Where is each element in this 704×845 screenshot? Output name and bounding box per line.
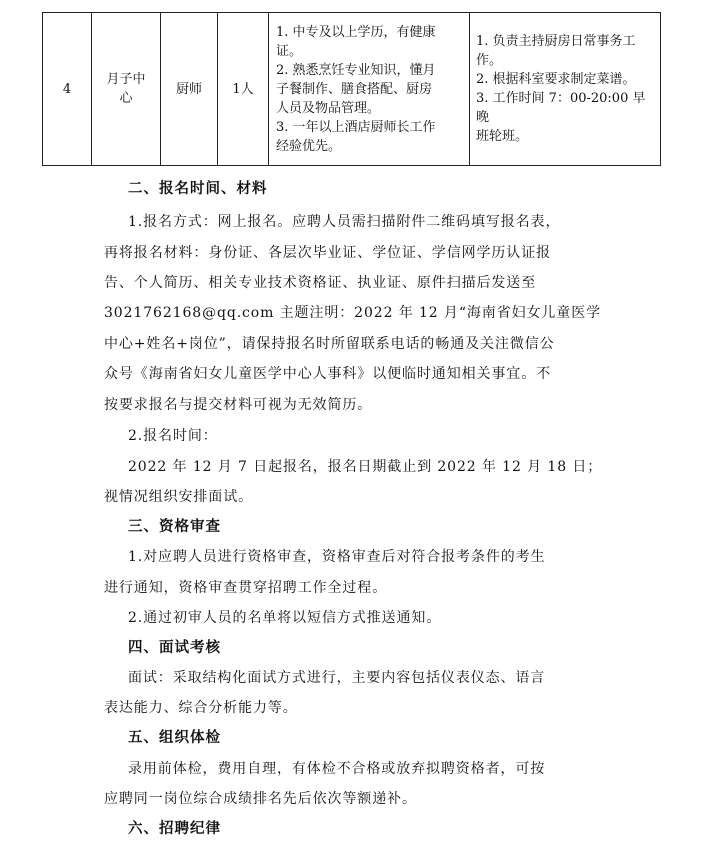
paragraph-line: 应聘同一岗位综合成绩排名先后依次等额递补。 bbox=[104, 791, 417, 807]
paragraph-line: 中心+姓名+岗位”，请保持报名时所留联系电话的畅通及关注微信公 bbox=[104, 336, 555, 352]
paragraph-line: 众号《海南省妇女儿童医学中心人事科》以便临时通知相关事宜。不 bbox=[104, 366, 551, 382]
section-heading-qualification: 三、资格审查 bbox=[128, 519, 221, 535]
paragraph-line: 2022 年 12 月 7 日起报名，报名日期截止到 2022 年 12 月 18 日； bbox=[128, 459, 603, 475]
requirement-line: 证。 bbox=[276, 43, 303, 59]
paragraph-line: 1.报名方式：网上报名。应聘人员需扫描附件二维码填写报名表， bbox=[128, 214, 561, 230]
section-heading-registration: 二、报名时间、材料 bbox=[128, 181, 268, 197]
department-line: 心 bbox=[119, 91, 133, 106]
requirement-line: 子餐制作、膳食搭配、厨房 bbox=[276, 81, 433, 97]
duties-cell bbox=[470, 13, 661, 166]
headcount-cell: 1人 bbox=[218, 13, 269, 166]
requirement-line: 人员及物品管理。 bbox=[276, 100, 381, 116]
row-index-cell: 4 bbox=[43, 13, 92, 166]
paragraph-line: 2.通过初审人员的名单将以短信方式推送通知。 bbox=[128, 610, 442, 626]
duty-line: 班轮班。 bbox=[476, 129, 529, 144]
department-line: 月子中 bbox=[106, 72, 146, 87]
duty-line: 2. 根据科室要求制定菜谱。 bbox=[476, 72, 636, 87]
position-cell: 厨师 bbox=[161, 13, 218, 166]
section-heading-discipline: 六、招聘纪律 bbox=[128, 821, 221, 837]
duty-line: 1. 负责主持厨房日常事务工 bbox=[476, 34, 636, 49]
paragraph-line: 1.对应聘人员进行资格审查，资格审查后对符合报考条件的考生 bbox=[128, 549, 546, 565]
paragraph-line: 面试：采取结构化面试方式进行，主要内容包括仪表仪态、语言 bbox=[128, 670, 546, 686]
table-row bbox=[43, 13, 661, 166]
requirement-line: 1. 中专及以上学历，有健康 bbox=[276, 24, 436, 40]
section-heading-interview: 四、面试考核 bbox=[128, 640, 221, 656]
jobs-table bbox=[42, 12, 661, 166]
paragraph-line: 再将报名材料：身份证、各层次毕业证、学位证、学信网学历认证报 bbox=[104, 245, 551, 261]
requirement-line: 3. 一年以上酒店厨师长工作 bbox=[276, 119, 436, 135]
requirement-line: 经验优先。 bbox=[276, 138, 342, 154]
duty-line: 3. 工作时间 7：00-20:00 早晚 bbox=[476, 91, 646, 125]
paragraph-line: 视情况组织安排面试。 bbox=[104, 489, 253, 505]
paragraph-line: 2.报名时间： bbox=[128, 428, 218, 444]
duty-line: 作。 bbox=[476, 53, 503, 68]
paragraph-line: 进行通知，资格审查贯穿招聘工作全过程。 bbox=[104, 580, 388, 596]
paragraph-line: 录用前体检，费用自理，有体检不合格或放弃拟聘资格者，可按 bbox=[128, 761, 546, 777]
paragraph-line: 告、个人简历、相关专业技术资格证、执业证、原件扫描后发送至 bbox=[104, 275, 537, 291]
paragraph-line: 按要求报名与提交材料可视为无效简历。 bbox=[104, 397, 373, 413]
paragraph-line: 3021762168@qq.com 主题注明：2022 年 12 月“海南省妇女儿童医学 bbox=[104, 305, 601, 321]
requirement-line: 2. 熟悉烹饪专业知识，懂月 bbox=[276, 62, 436, 78]
paragraph-line: 表达能力、综合分析能力等。 bbox=[104, 700, 298, 716]
department-cell bbox=[92, 13, 161, 166]
section-heading-medical-exam: 五、组织体检 bbox=[128, 730, 221, 746]
requirements-cell bbox=[269, 13, 470, 166]
